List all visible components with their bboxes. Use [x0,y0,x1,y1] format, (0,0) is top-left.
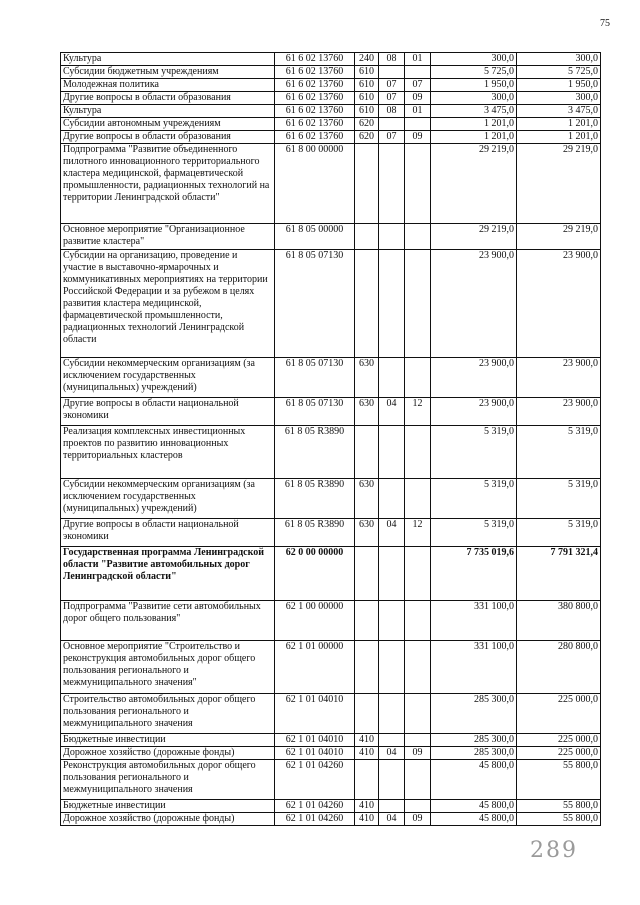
row-section [379,734,405,747]
row-expense-type: 610 [355,66,379,79]
row-expense-type [355,224,379,250]
table-row [61,760,601,800]
row-name: Реконструкция автомобильных дорог общего пользования регионального и межмуниципального значения [61,760,275,800]
row-name: Другие вопросы в области национальной экономики [61,398,275,426]
row-name: Субсидии некоммерческим организациям (за исключением государственных (муниципальных) учреждений) [61,479,275,519]
row-amount-1: 23 900,0 [431,358,517,398]
row-code: 61 6 02 13760 [275,118,355,131]
row-code: 62 1 01 04260 [275,760,355,800]
row-subsection [405,479,431,519]
row-subsection: 09 [405,131,431,144]
row-amount-1: 5 319,0 [431,479,517,519]
table-row [61,92,601,105]
table-row [61,250,601,358]
row-section: 04 [379,747,405,760]
row-amount-2: 23 900,0 [517,398,601,426]
row-section [379,358,405,398]
row-amount-2: 55 800,0 [517,813,601,826]
row-expense-type: 630 [355,479,379,519]
row-section [379,426,405,479]
table-row [61,479,601,519]
row-amount-2: 5 725,0 [517,66,601,79]
row-name: Бюджетные инвестиции [61,734,275,747]
row-subsection: 09 [405,92,431,105]
row-amount-2: 1 201,0 [517,118,601,131]
row-code: 62 1 01 04010 [275,694,355,734]
table-row [61,800,601,813]
row-subsection: 01 [405,105,431,118]
row-subsection: 09 [405,813,431,826]
table-row [61,144,601,224]
row-expense-type [355,144,379,224]
row-name: Молодежная политика [61,79,275,92]
row-code: 61 8 05 R3890 [275,426,355,479]
row-name: Другие вопросы в области национальной экономики [61,519,275,547]
table-row [61,358,601,398]
row-amount-1: 300,0 [431,92,517,105]
row-subsection [405,760,431,800]
row-name: Культура [61,105,275,118]
row-amount-2: 1 201,0 [517,131,601,144]
row-name: Основное мероприятие "Организационное развитие кластера" [61,224,275,250]
row-subsection [405,734,431,747]
row-amount-1: 285 300,0 [431,747,517,760]
row-code: 62 1 01 04010 [275,734,355,747]
row-subsection [405,641,431,694]
row-code: 61 6 02 13760 [275,105,355,118]
row-amount-1: 1 201,0 [431,118,517,131]
row-section [379,601,405,641]
row-section: 07 [379,92,405,105]
table-row [61,601,601,641]
row-amount-1: 7 735 019,6 [431,547,517,601]
row-code: 61 8 05 00000 [275,224,355,250]
row-name: Дорожное хозяйство (дорожные фонды) [61,747,275,760]
row-amount-2: 29 219,0 [517,144,601,224]
row-subsection: 12 [405,398,431,426]
row-subsection [405,118,431,131]
row-amount-1: 23 900,0 [431,250,517,358]
row-code: 61 8 05 R3890 [275,519,355,547]
table-row [61,131,601,144]
row-expense-type [355,547,379,601]
row-expense-type: 410 [355,747,379,760]
row-amount-2: 7 791 321,4 [517,547,601,601]
row-expense-type [355,601,379,641]
table-row [61,641,601,694]
row-code: 61 6 02 13760 [275,53,355,66]
row-name: Строительство автомобильных дорог общего пользования регионального и межмуниципального значения [61,694,275,734]
row-name: Бюджетные инвестиции [61,800,275,813]
row-name: Государственная программа Ленинградской области "Развитие автомобильных дорог Ленинградской области" [61,547,275,601]
row-code: 61 8 00 00000 [275,144,355,224]
row-expense-type: 410 [355,813,379,826]
row-amount-2: 55 800,0 [517,800,601,813]
row-expense-type: 630 [355,398,379,426]
row-amount-2: 280 800,0 [517,641,601,694]
row-section [379,694,405,734]
row-expense-type [355,426,379,479]
page-number: 75 [600,18,610,29]
row-expense-type: 610 [355,79,379,92]
row-amount-1: 29 219,0 [431,224,517,250]
row-name: Субсидии автономным учреждениям [61,118,275,131]
table-row [61,66,601,79]
row-subsection: 01 [405,53,431,66]
row-amount-2: 3 475,0 [517,105,601,118]
row-name: Культура [61,53,275,66]
row-amount-2: 29 219,0 [517,224,601,250]
row-subsection: 09 [405,747,431,760]
row-amount-2: 5 319,0 [517,426,601,479]
row-amount-2: 1 950,0 [517,79,601,92]
row-section: 07 [379,79,405,92]
row-amount-1: 331 100,0 [431,601,517,641]
row-amount-1: 5 319,0 [431,426,517,479]
row-name: Основное мероприятие "Строительство и реконструкция автомобильных дорог общего пользования регионального и межмуниципального значения" [61,641,275,694]
row-expense-type [355,641,379,694]
table-row [61,426,601,479]
row-amount-1: 3 475,0 [431,105,517,118]
row-amount-1: 285 300,0 [431,694,517,734]
row-section: 08 [379,105,405,118]
row-name: Подпрограмма "Развитие сети автомобильных дорог общего пользования" [61,601,275,641]
row-amount-2: 23 900,0 [517,358,601,398]
row-code: 61 8 05 R3890 [275,479,355,519]
row-amount-2: 23 900,0 [517,250,601,358]
row-section: 04 [379,519,405,547]
row-section [379,118,405,131]
table-row [61,519,601,547]
row-amount-2: 5 319,0 [517,479,601,519]
row-section [379,547,405,601]
row-name: Реализация комплексных инвестиционных проектов по развитию инновационных территориальных кластеров [61,426,275,479]
row-subsection [405,224,431,250]
row-section: 08 [379,53,405,66]
row-code: 61 6 02 13760 [275,66,355,79]
row-amount-1: 300,0 [431,53,517,66]
table-row [61,547,601,601]
row-code: 62 0 00 00000 [275,547,355,601]
row-code: 62 1 01 04260 [275,800,355,813]
row-expense-type: 630 [355,519,379,547]
budget-table [60,52,601,826]
row-subsection [405,358,431,398]
row-amount-1: 29 219,0 [431,144,517,224]
row-section: 04 [379,398,405,426]
row-code: 61 8 05 07130 [275,250,355,358]
row-amount-2: 225 000,0 [517,747,601,760]
row-amount-2: 225 000,0 [517,694,601,734]
row-expense-type: 610 [355,105,379,118]
row-subsection [405,547,431,601]
table-row [61,53,601,66]
row-code: 62 1 01 00000 [275,641,355,694]
row-section [379,800,405,813]
table-row [61,694,601,734]
row-section [379,224,405,250]
row-amount-1: 1 201,0 [431,131,517,144]
row-section [379,479,405,519]
row-section: 07 [379,131,405,144]
row-subsection [405,694,431,734]
row-amount-2: 300,0 [517,92,601,105]
row-code: 61 6 02 13760 [275,92,355,105]
row-name: Другие вопросы в области образования [61,92,275,105]
row-name: Субсидии на организацию, проведение и участие в выставочно-ярмарочных и коммуникативных мероприятиях на территории Российской Федерации и за рубежом в целях развития кластера медицинской, фармацевтической промышленности, радиационных технологий Ленинградской области [61,250,275,358]
row-name: Подпрограмма "Развитие объединенного пилотного инновационного территориального кластера медицинской, фармацевтической промышленности, радиационных технологий на территории Ленинградской области" [61,144,275,224]
row-expense-type [355,250,379,358]
row-subsection [405,144,431,224]
table-row [61,734,601,747]
row-code: 62 1 01 04260 [275,813,355,826]
row-expense-type: 410 [355,800,379,813]
handwritten-page-number: 289 [530,838,578,863]
row-amount-2: 225 000,0 [517,734,601,747]
row-name: Другие вопросы в области образования [61,131,275,144]
row-section [379,250,405,358]
row-subsection [405,426,431,479]
row-expense-type: 610 [355,92,379,105]
row-expense-type: 410 [355,734,379,747]
row-subsection: 07 [405,79,431,92]
row-subsection [405,800,431,813]
row-section [379,144,405,224]
table-row [61,105,601,118]
row-code: 62 1 00 00000 [275,601,355,641]
row-subsection: 12 [405,519,431,547]
row-expense-type: 620 [355,118,379,131]
row-amount-1: 5 319,0 [431,519,517,547]
table-row [61,747,601,760]
row-name: Дорожное хозяйство (дорожные фонды) [61,813,275,826]
row-amount-1: 331 100,0 [431,641,517,694]
row-amount-2: 55 800,0 [517,760,601,800]
table-row [61,813,601,826]
row-name: Субсидии бюджетным учреждениям [61,66,275,79]
table-row [61,79,601,92]
row-section [379,66,405,79]
row-code: 61 8 05 07130 [275,398,355,426]
row-amount-2: 380 800,0 [517,601,601,641]
row-amount-2: 5 319,0 [517,519,601,547]
row-section [379,641,405,694]
row-code: 62 1 01 04010 [275,747,355,760]
row-amount-1: 23 900,0 [431,398,517,426]
row-section [379,760,405,800]
table-row [61,118,601,131]
row-expense-type: 240 [355,53,379,66]
row-amount-1: 45 800,0 [431,813,517,826]
row-amount-1: 1 950,0 [431,79,517,92]
row-expense-type: 630 [355,358,379,398]
table-row [61,398,601,426]
row-expense-type: 620 [355,131,379,144]
row-subsection [405,601,431,641]
row-amount-1: 5 725,0 [431,66,517,79]
table-body [61,53,601,826]
row-subsection [405,250,431,358]
row-code: 61 6 02 13760 [275,79,355,92]
row-name: Субсидии некоммерческим организациям (за исключением государственных (муниципальных) учреждений) [61,358,275,398]
row-amount-1: 45 800,0 [431,800,517,813]
row-expense-type [355,760,379,800]
row-amount-2: 300,0 [517,53,601,66]
table-row [61,224,601,250]
row-code: 61 6 02 13760 [275,131,355,144]
row-code: 61 8 05 07130 [275,358,355,398]
row-subsection [405,66,431,79]
row-section: 04 [379,813,405,826]
row-expense-type [355,694,379,734]
row-amount-1: 45 800,0 [431,760,517,800]
row-amount-1: 285 300,0 [431,734,517,747]
